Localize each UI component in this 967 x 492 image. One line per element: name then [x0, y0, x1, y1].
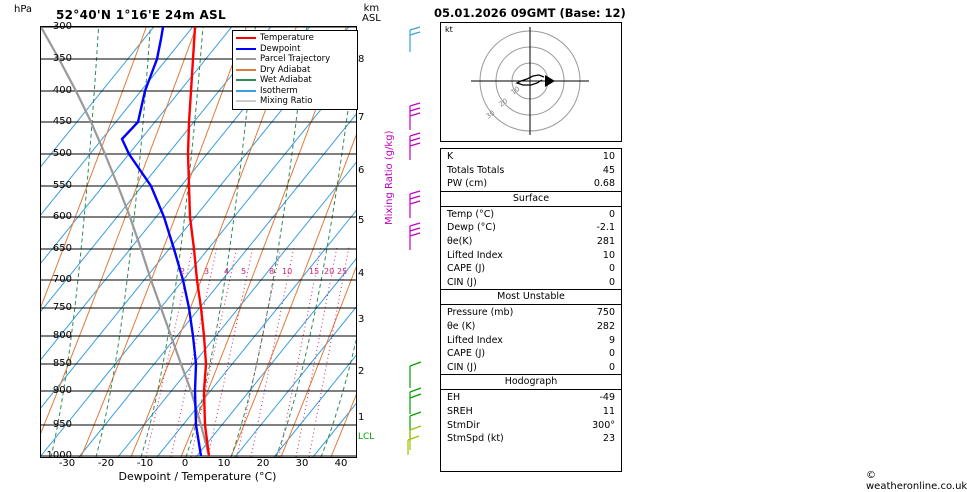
- x-tick-label: 40: [334, 458, 348, 469]
- legend-swatch-isotherm: [236, 90, 256, 92]
- legend-swatch-dry-adiabat: [236, 69, 256, 71]
- km-tick-label: 4: [358, 268, 365, 279]
- legend-item: [236, 44, 354, 55]
- stat-row: [441, 164, 621, 178]
- mixing-ratio-value: 4: [224, 267, 230, 276]
- stat-row: [441, 262, 621, 276]
- mixing-ratio-value: 25: [337, 267, 348, 276]
- stat-row: [441, 249, 621, 263]
- stat-value: 10: [602, 249, 615, 261]
- legend-swatch-mixing-ratio: [236, 100, 256, 102]
- stats-hodograph-group: [441, 390, 621, 445]
- wind-barb: [410, 133, 420, 160]
- y-tick-label: 650: [52, 243, 72, 254]
- legend-label: Mixing Ratio: [260, 96, 313, 106]
- km-tick-label: 5: [358, 215, 365, 226]
- stat-key: StmSpd (kt): [447, 433, 504, 445]
- stat-key: StmDir: [447, 419, 480, 431]
- legend-label: Dry Adiabat: [260, 64, 311, 75]
- y-tick-label: 1000: [46, 450, 72, 461]
- mixing-ratio-value: 3: [204, 267, 210, 276]
- legend-item: [236, 65, 354, 76]
- x-tick-label: 10: [217, 458, 231, 469]
- stat-row: [441, 347, 621, 361]
- legend-item: [236, 96, 354, 107]
- mixing-ratio-value: 5: [241, 267, 247, 276]
- skewt-panel: [0, 0, 430, 486]
- stat-key: CAPE (J): [447, 348, 486, 360]
- station-title: 52°40'N 1°16'E 24m ASL: [56, 8, 226, 22]
- stat-value: 11: [602, 405, 615, 417]
- hodograph-panel: [440, 22, 622, 142]
- y-tick-label: 850: [52, 358, 72, 369]
- x-tick-label: -20: [97, 458, 115, 469]
- wind-barb-column: [396, 26, 430, 456]
- stat-row: [441, 177, 621, 191]
- y-tick-label: 500: [52, 148, 72, 159]
- right-info-column: [432, 0, 967, 492]
- km-tick-label: 3: [358, 314, 365, 325]
- stats-most-unstable-header: Most Unstable: [441, 289, 621, 305]
- copyright-credit: © weatheronline.co.uk: [866, 470, 967, 492]
- stat-value: 10: [602, 151, 615, 162]
- stats-surface-group: [441, 207, 621, 290]
- km-tick-label: 6: [358, 165, 365, 176]
- stat-value: 282: [596, 320, 615, 332]
- legend-item: [236, 75, 354, 86]
- y-tick-label: 300: [52, 21, 72, 32]
- wind-barb: [410, 388, 421, 414]
- hodograph-storm-marker: [545, 75, 555, 87]
- hodograph-unit-label: kt: [445, 25, 453, 34]
- km-tick-label: 7: [358, 112, 365, 123]
- stat-row: [441, 361, 621, 375]
- stat-key: CIN (J): [447, 276, 477, 288]
- mixing-ratio-value: 15: [309, 267, 320, 276]
- stat-key: Totals Totals: [447, 164, 505, 176]
- x-tick-label: 30: [295, 458, 309, 469]
- km-tick-label: 1: [358, 412, 365, 423]
- y-tick-label: 600: [52, 211, 72, 222]
- pressure-unit-label: hPa: [14, 4, 33, 15]
- stat-row: [441, 208, 621, 222]
- stat-value: -49: [599, 392, 615, 404]
- stat-value: 0: [608, 208, 615, 220]
- stat-key: Lifted Index: [447, 334, 503, 346]
- stat-key: Pressure (mb): [447, 307, 514, 319]
- svg-text:30: 30: [484, 108, 497, 121]
- stat-key: Lifted Index: [447, 249, 503, 261]
- wind-barb: [410, 223, 420, 250]
- stat-value: 0: [608, 263, 615, 275]
- y-tick-label: 400: [52, 85, 72, 96]
- y-tick-label: 950: [52, 419, 72, 430]
- legend-label: Temperature: [260, 33, 314, 43]
- stat-key: K: [447, 151, 454, 162]
- stat-row: [441, 221, 621, 235]
- hodograph-ring-labels: [485, 85, 522, 121]
- model-run-title: 05.01.2026 09GMT (Base: 12): [434, 6, 626, 20]
- km-tick-label: 2: [358, 366, 365, 377]
- legend-label: Dewpoint: [260, 43, 301, 54]
- wind-barb: [410, 362, 421, 388]
- lcl-label: LCL: [358, 432, 375, 442]
- y-tick-label: 800: [52, 330, 72, 341]
- stat-value: 300°: [592, 419, 615, 431]
- chart-legend: [232, 30, 358, 110]
- wind-barb: [410, 426, 421, 450]
- x-tick-label: -30: [58, 458, 76, 469]
- stat-row: [441, 391, 621, 405]
- legend-item: [236, 33, 354, 44]
- legend-item: [236, 54, 354, 65]
- stat-key: Temp (°C): [447, 208, 495, 220]
- sounding-stats-panel: [440, 148, 622, 472]
- x-axis-title: Dewpoint / Temperature (°C): [118, 470, 277, 483]
- y-tick-label: 900: [52, 385, 72, 396]
- stat-value: 45: [602, 164, 615, 176]
- x-tick-label: 20: [256, 458, 270, 469]
- svg-text:20: 20: [497, 96, 510, 109]
- y-tick-label: 450: [52, 116, 72, 127]
- stat-row: [441, 405, 621, 419]
- y-tick-label: 350: [52, 53, 72, 64]
- legend-swatch-temperature: [236, 37, 256, 39]
- stat-value: 281: [596, 235, 615, 247]
- stat-value: 750: [596, 307, 615, 319]
- wind-barb: [410, 103, 420, 130]
- legend-label: Wet Adiabat: [260, 75, 312, 85]
- stat-key: Dewp (°C): [447, 222, 496, 234]
- stat-key: EH: [447, 392, 461, 404]
- legend-label: Isotherm: [260, 85, 298, 96]
- stat-row: [441, 306, 621, 320]
- mixing-ratio-axis-title: Mixing Ratio (g/kg): [384, 130, 395, 225]
- mixing-ratio-value: 2: [180, 267, 186, 276]
- stat-value: 9: [608, 334, 615, 346]
- y-tick-label: 700: [52, 274, 72, 285]
- stat-value: 23: [602, 433, 615, 445]
- hodograph-svg: [441, 23, 619, 139]
- x-tick-label: -10: [136, 458, 154, 469]
- stats-hodograph-header: Hodograph: [441, 374, 621, 390]
- wind-barb: [410, 412, 421, 438]
- legend-label: Parcel Trajectory: [260, 54, 331, 64]
- stats-surface-header: Surface: [441, 191, 621, 207]
- km-label-line1: km: [363, 3, 380, 14]
- stat-row: [441, 150, 621, 164]
- stat-value: 0.68: [593, 178, 615, 190]
- km-label-line2: ASL: [362, 13, 381, 24]
- stat-row: [441, 235, 621, 249]
- stat-key: CIN (J): [447, 361, 477, 373]
- stat-key: PW (cm): [447, 178, 488, 190]
- y-tick-label: 550: [52, 180, 72, 191]
- stat-row: [441, 419, 621, 433]
- stat-value: 0: [608, 361, 615, 373]
- stats-most-unstable-group: [441, 305, 621, 374]
- mixing-ratio-value: 10: [282, 267, 293, 276]
- stat-key: SREH: [447, 405, 473, 417]
- km-tick-label: 8: [358, 54, 365, 65]
- stat-key: θe(K): [447, 235, 473, 247]
- stat-value: 0: [608, 276, 615, 288]
- stat-key: CAPE (J): [447, 263, 486, 275]
- stat-row: [441, 276, 621, 290]
- legend-item: [236, 86, 354, 97]
- mixing-ratio-value: 20: [324, 267, 335, 276]
- mixing-ratio-value: 8: [269, 267, 275, 276]
- legend-swatch-parcel: [236, 58, 256, 60]
- legend-swatch-wet-adiabat: [236, 79, 256, 81]
- y-tick-label: 750: [52, 302, 72, 313]
- altitude-unit-label: [362, 4, 381, 24]
- stat-value: 0: [608, 348, 615, 360]
- wind-barb: [410, 191, 420, 218]
- wind-barb: [410, 27, 420, 52]
- stat-row: [441, 334, 621, 348]
- stat-value: -2.1: [596, 222, 615, 234]
- x-tick-label: 0: [181, 458, 189, 469]
- stat-key: θe (K): [447, 320, 476, 332]
- svg-text:10: 10: [509, 84, 522, 97]
- stat-row: [441, 320, 621, 334]
- stats-top-group: [441, 149, 621, 191]
- legend-swatch-dewpoint: [236, 48, 256, 50]
- stat-row: [441, 432, 621, 446]
